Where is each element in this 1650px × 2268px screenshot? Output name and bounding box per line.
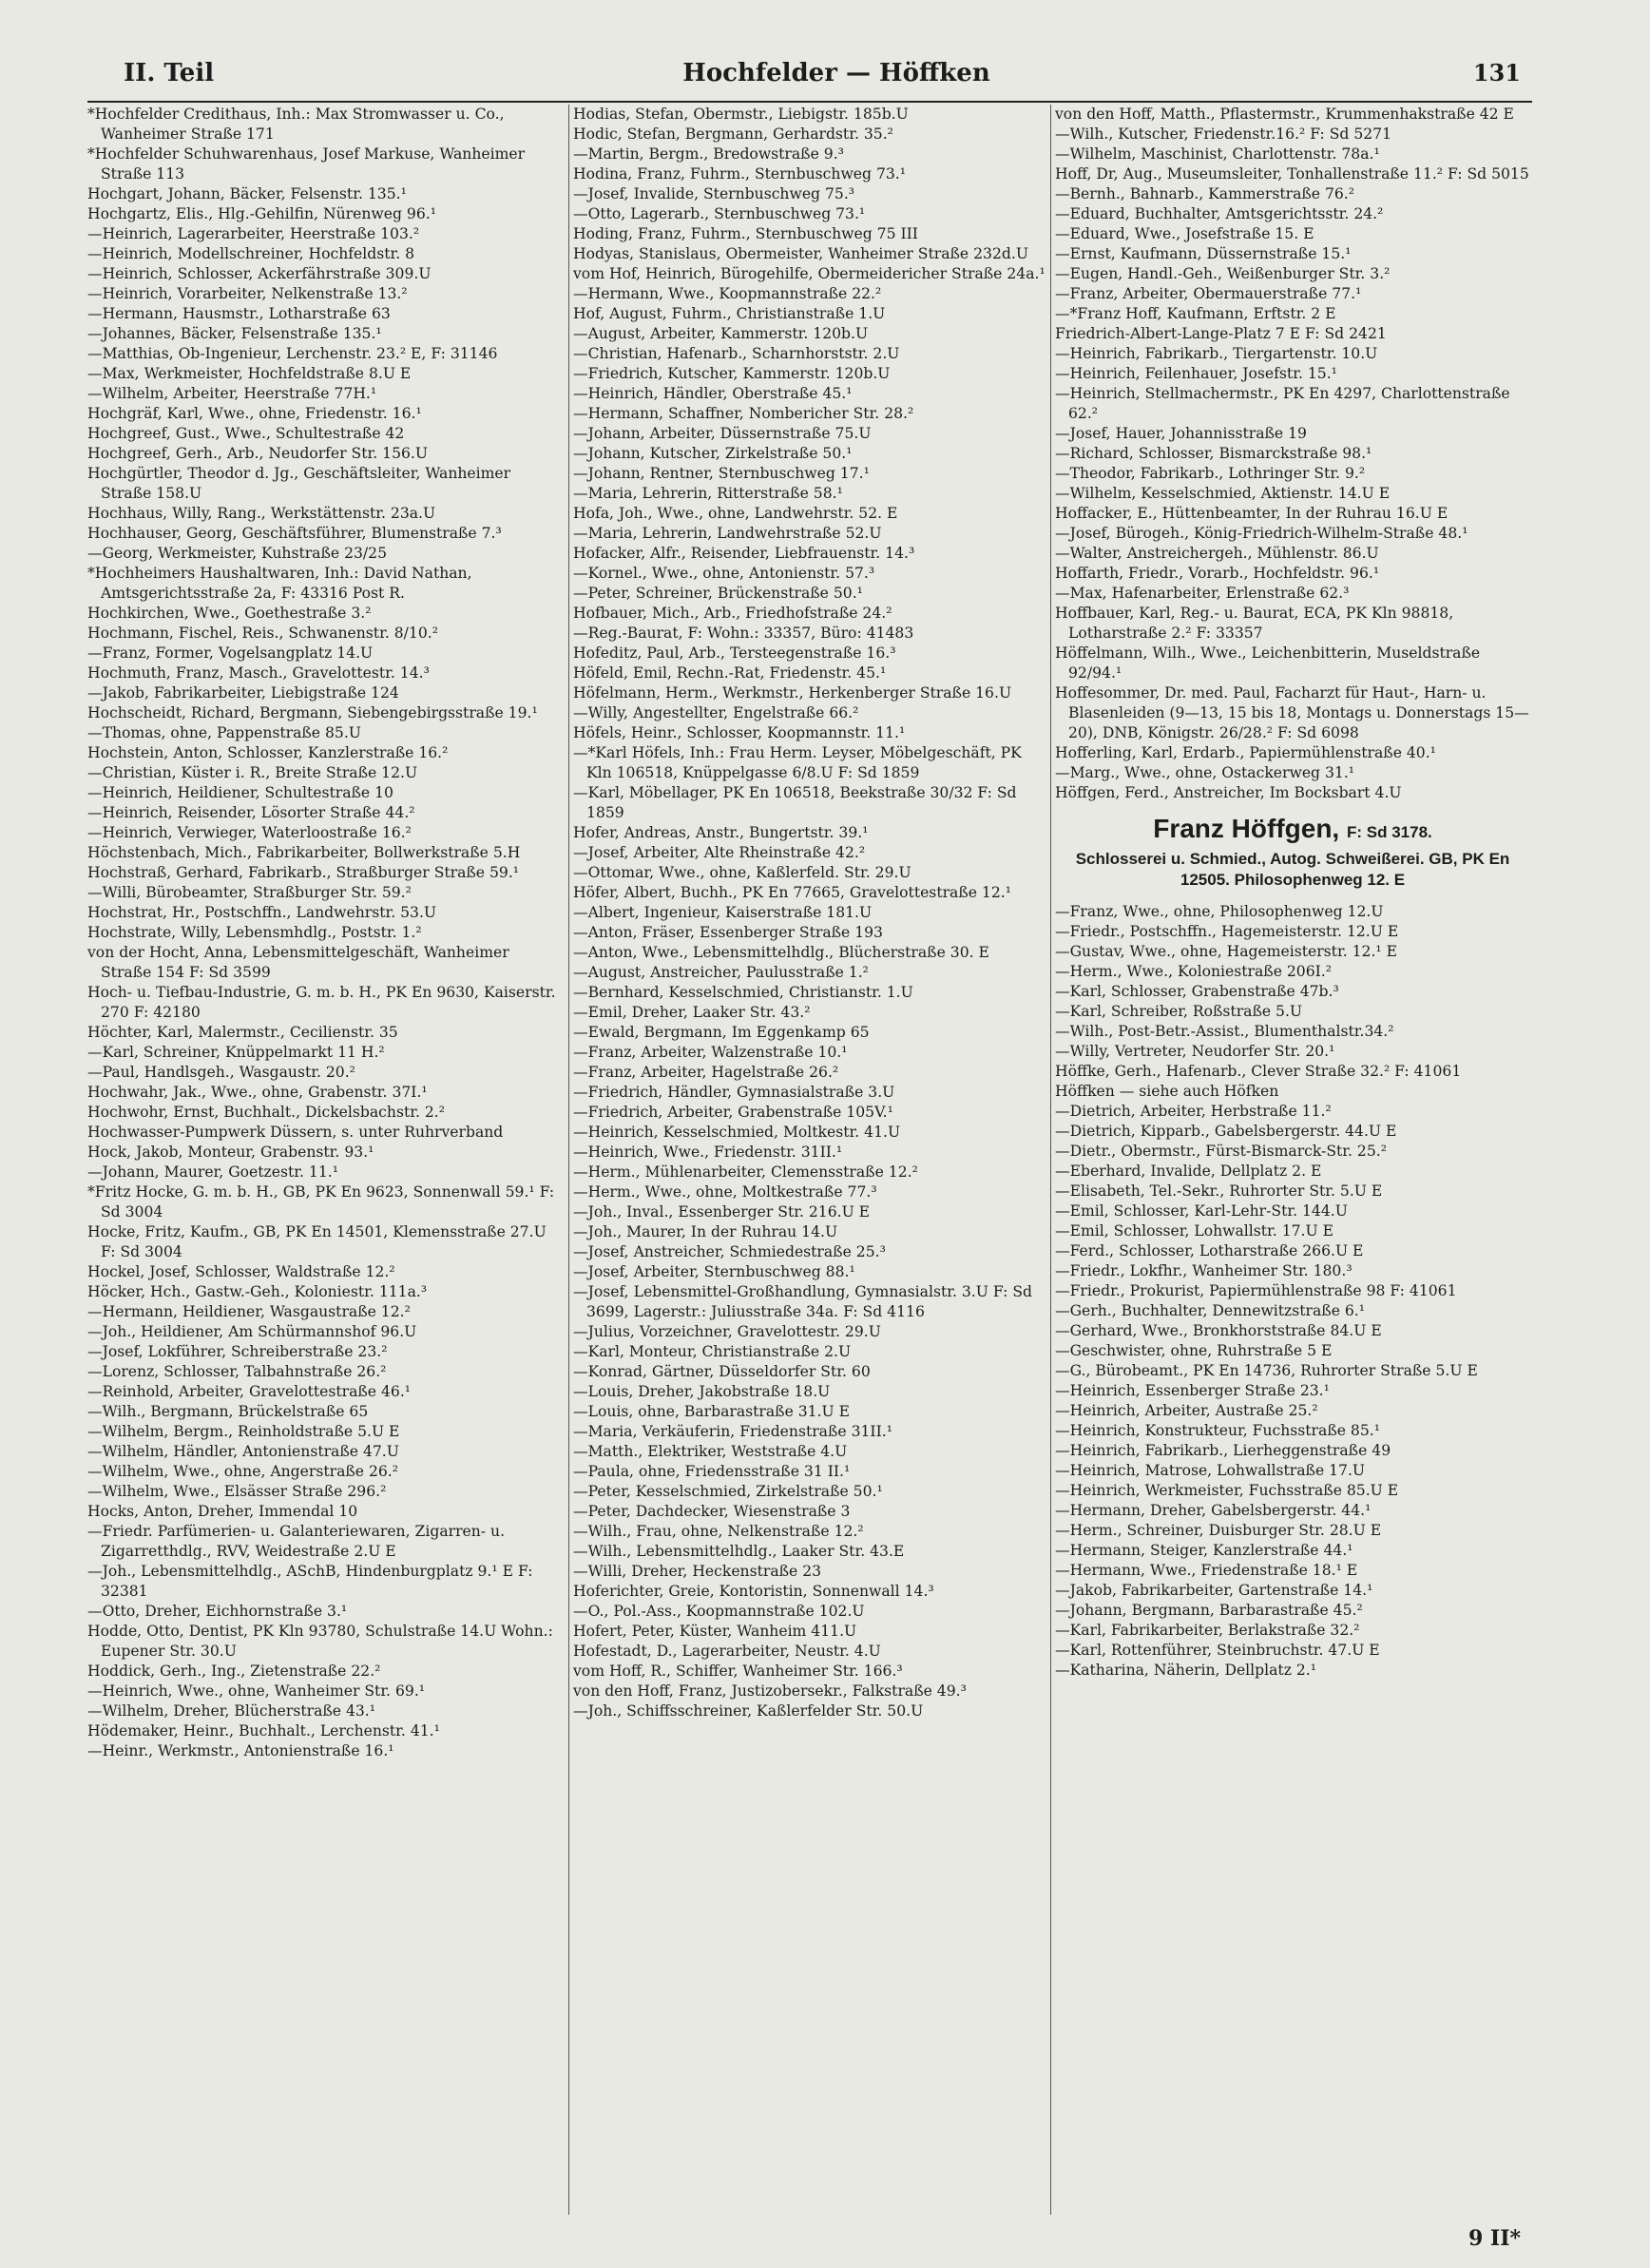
page-range-title: Hochfelder — Höffken xyxy=(682,59,990,87)
column-1 xyxy=(87,105,563,2224)
directory-entry: —Friedr., Postschffn., Hagemeisterstr. 12.U E xyxy=(1055,923,1399,940)
directory-entry: —Emil, Dreher, Laaker Str. 43.² xyxy=(573,1004,811,1021)
directory-entry: —Maria, Lehrerin, Landwehrstraße 52.U xyxy=(573,525,882,542)
directory-entry: —Joh., Inval., Essenberger Str. 216.U E xyxy=(573,1203,871,1220)
directory-entry: —Friedr., Lokfhr., Wanheimer Str. 180.³ xyxy=(1055,1262,1353,1279)
directory-entry: —Herm., Mühlenarbeiter, Clemensstraße 12.² xyxy=(573,1163,918,1181)
directory-entry: von den Hoff, Franz, Justizobersekr., Falkstraße 49.³ xyxy=(573,1682,967,1700)
directory-entry: —August, Arbeiter, Kammerstr. 120b.U xyxy=(573,325,869,342)
directory-entry: Hochstein, Anton, Schlosser, Kanzlerstraße 16.² xyxy=(87,744,449,761)
directory-entry: —Peter, Kesselschmied, Zirkelstraße 50.¹ xyxy=(573,1483,883,1500)
directory-entry: Hochgreef, Gerh., Arb., Neudorfer Str. 156.U xyxy=(87,445,429,462)
directory-entry: von der Hocht, Anna, Lebensmittelgeschäft, Wanheimer Straße 154 F: Sd 3599 xyxy=(87,944,509,981)
directory-entry: —Franz, Former, Vogelsangplatz 14.U xyxy=(87,644,374,662)
directory-entry: —Paula, ohne, Friedensstraße 31 II.¹ xyxy=(573,1463,851,1480)
directory-entry: —Joh., Lebensmittelhdlg., ASchB, Hindenburgplatz 9.¹ E F: 32381 xyxy=(87,1563,533,1600)
directory-entry: —Heinrich, Konstrukteur, Fuchsstraße 85.¹ xyxy=(1055,1422,1380,1439)
directory-entry: Hofbauer, Mich., Arb., Friedhofstraße 24.² xyxy=(573,605,892,622)
directory-entry: —Heinrich, Schlosser, Ackerfährstraße 309.U xyxy=(87,265,432,282)
directory-entry: Hochgreef, Gust., Wwe., Schultestraße 42 xyxy=(87,425,405,442)
directory-entry: —Martin, Bergm., Bredowstraße 9.³ xyxy=(573,145,844,163)
ad-detail: Schlosserei u. Schmied., Autog. Schweißerei. GB, PK En 12505. Philosophenweg 12. E xyxy=(1075,850,1510,889)
directory-entry: —Hermann, Steiger, Kanzlerstraße 44.¹ xyxy=(1055,1542,1353,1559)
directory-entry: Hofeditz, Paul, Arb., Tersteegenstraße 16.³ xyxy=(573,644,896,662)
directory-entry: —Max, Werkmeister, Hochfeldstraße 8.U E xyxy=(87,365,412,382)
directory-entry: Hoff, Dr, Aug., Museumsleiter, Tonhallenstraße 11.² F: Sd 5015 xyxy=(1055,165,1529,183)
directory-entry: —Peter, Dachdecker, Wiesenstraße 3 xyxy=(573,1503,851,1520)
directory-entry: —Hermann, Wwe., Friedenstraße 18.¹ E xyxy=(1055,1562,1358,1579)
directory-entry: —Herm., Wwe., Koloniestraße 206I.² xyxy=(1055,963,1333,980)
directory-entry: —Johann, Kutscher, Zirkelstraße 50.¹ xyxy=(573,445,853,462)
directory-entry: —Josef, Lokführer, Schreiberstraße 23.² xyxy=(87,1343,388,1360)
directory-entry: Hocke, Fritz, Kaufm., GB, PK En 14501, Klemensstraße 27.U F: Sd 3004 xyxy=(87,1223,547,1260)
directory-entry: Hochstrate, Willy, Lebensmhdlg., Poststr. 1.² xyxy=(87,924,422,941)
directory-entry: Hodic, Stefan, Bergmann, Gerhardstr. 35.² xyxy=(573,125,893,143)
page-signature: 9 II* xyxy=(1468,2226,1521,2251)
directory-entry: —Heinrich, Matrose, Lohwallstraße 17.U xyxy=(1055,1462,1366,1479)
directory-entry: Höfelmann, Herm., Werkmstr., Herkenberger Straße 16.U xyxy=(573,684,1012,702)
directory-entry: —Wilh., Lebensmittelhdlg., Laaker Str. 43.E xyxy=(573,1543,905,1560)
directory-entry: —Wilhelm, Wwe., ohne, Angerstraße 26.² xyxy=(87,1463,399,1480)
directory-entry: —Willi, Bürobeamter, Straßburger Str. 59.² xyxy=(87,884,412,901)
directory-entry: —Josef, Arbeiter, Sternbuschweg 88.¹ xyxy=(573,1263,855,1280)
directory-entry: Hochwasser-Pumpwerk Düssern, s. unter Ruhrverband xyxy=(87,1124,504,1141)
directory-entry: —Hermann, Schaffner, Nombericher Str. 28.² xyxy=(573,405,914,422)
directory-entry: Hock, Jakob, Monteur, Grabenstr. 93.¹ xyxy=(87,1144,374,1161)
directory-entry: —Karl, Rottenführer, Steinbruchstr. 47.U E xyxy=(1055,1642,1380,1659)
directory-entry: —Karl, Schreiber, Roßstraße 5.U xyxy=(1055,1003,1303,1020)
directory-entry: —Eugen, Handl.-Geh., Weißenburger Str. 3.² xyxy=(1055,265,1391,282)
directory-entry: —Bernhard, Kesselschmied, Christianstr. 1.U xyxy=(573,984,913,1001)
directory-entry: Friedrich-Albert-Lange-Platz 7 E F: Sd 2421 xyxy=(1055,325,1387,342)
ad-title xyxy=(1055,813,1530,849)
directory-entry: —Joh., Maurer, In der Ruhrau 14.U xyxy=(573,1223,838,1240)
directory-entry: —Johann, Rentner, Sternbuschweg 17.¹ xyxy=(573,465,870,482)
page-number: 131 xyxy=(1472,59,1521,86)
directory-entry: Hof, August, Fuhrm., Christianstraße 1.U xyxy=(573,305,886,322)
directory-entry: —Wilh., Post-Betr.-Assist., Blumenthalstr.34.² xyxy=(1055,1023,1394,1040)
directory-entry: —Otto, Lagerarb., Sternbuschweg 73.¹ xyxy=(573,205,866,222)
directory-entry: —Eduard, Buchhalter, Amtsgerichtsstr. 24.² xyxy=(1055,205,1384,222)
directory-entry: —August, Anstreicher, Paulusstraße 1.² xyxy=(573,964,869,981)
directory-entry: Hochhauser, Georg, Geschäftsführer, Blumenstraße 7.³ xyxy=(87,525,502,542)
directory-entry: —Wilhelm, Kesselschmied, Aktienstr. 14.U E xyxy=(1055,485,1391,502)
directory-entry: Hochgart, Johann, Bäcker, Felsenstr. 135.¹ xyxy=(87,185,407,202)
directory-entry: —Dietr., Obermstr., Fürst-Bismarck-Str. 25.² xyxy=(1055,1143,1387,1160)
directory-entry: Hodias, Stefan, Obermstr., Liebigstr. 185b.U xyxy=(573,106,909,123)
directory-entry: von den Hoff, Matth., Pflastermstr., Krummenhakstraße 42 E xyxy=(1055,106,1514,123)
directory-entry: —Hermann, Wwe., Koopmannstraße 22.² xyxy=(573,285,882,302)
directory-entry: —Willy, Vertreter, Neudorfer Str. 20.¹ xyxy=(1055,1043,1335,1060)
directory-entry: Höffken — siehe auch Höfken xyxy=(1055,1083,1279,1100)
directory-entry: Hofestadt, D., Lagerarbeiter, Neustr. 4.U xyxy=(573,1643,881,1660)
directory-entry: Hochwahr, Jak., Wwe., ohne, Grabenstr. 37I.¹ xyxy=(87,1084,428,1101)
directory-entry: —Heinrich, Lagerarbeiter, Heerstraße 103.² xyxy=(87,225,420,242)
directory-entry: —Heinrich, Heildiener, Schultestraße 10 xyxy=(87,784,393,801)
directory-entry: —Gerhard, Wwe., Bronkhorststraße 84.U E xyxy=(1055,1322,1382,1339)
directory-entry: —Eberhard, Invalide, Dellplatz 2. E xyxy=(1055,1163,1322,1180)
directory-entry: —Jakob, Fabrikarbeiter, Liebigstraße 124 xyxy=(87,684,399,702)
directory-entry: —Willy, Angestellter, Engelstraße 66.² xyxy=(573,704,859,721)
directory-entry: —Hermann, Dreher, Gabelsbergerstr. 44.¹ xyxy=(1055,1502,1372,1519)
directory-entry: —Franz, Arbeiter, Hagelstraße 26.² xyxy=(573,1064,839,1081)
directory-entry: —Friedr., Prokurist, Papiermühlenstraße 98 F: 41061 xyxy=(1055,1282,1457,1299)
directory-entry: —Peter, Schreiner, Brückenstraße 50.¹ xyxy=(573,585,863,602)
directory-entry: Hofer, Andreas, Anstr., Bungertstr. 39.¹ xyxy=(573,824,869,841)
directory-entry: —Friedr. Parfümerien- u. Galanteriewaren, Zigarren- u. Zigarretthdlg., RVV, Weidestraße 2.U E xyxy=(87,1523,506,1560)
directory-entry: —Ferd., Schlosser, Lotharstraße 266.U E xyxy=(1055,1242,1364,1259)
directory-entry: —Wilh., Frau, ohne, Nelkenstraße 12.² xyxy=(573,1523,864,1540)
directory-entry: —Louis, ohne, Barbarastraße 31.U E xyxy=(573,1403,851,1420)
directory-entry: —*Karl Höfels, Inh.: Frau Herm. Leyser, Möbelgeschäft, PK Kln 106518, Knüppelgasse 6/8.U F: Sd 1859 xyxy=(573,744,1022,781)
directory-entry: —Max, Hafenarbeiter, Erlenstraße 62.³ xyxy=(1055,585,1350,602)
directory-entry: —Heinrich, Modellschreiner, Hochfeldstr. 8 xyxy=(87,245,415,262)
directory-entry: —Ernst, Kaufmann, Düssernstraße 15.¹ xyxy=(1055,245,1352,262)
directory-entry: Höcker, Hch., Gastw.-Geh., Koloniestr. 111a.³ xyxy=(87,1283,428,1300)
directory-entry: Hockel, Josef, Schlosser, Waldstraße 12.² xyxy=(87,1263,395,1280)
directory-entry: —Friedrich, Händler, Gymnasialstraße 3.U xyxy=(573,1084,895,1101)
directory-entry: Hodyas, Stanislaus, Obermeister, Wanheimer Straße 232d.U xyxy=(573,245,1028,262)
directory-entry: Hoffacker, E., Hüttenbeamter, In der Ruhrau 16.U E xyxy=(1055,505,1449,522)
directory-entry: —Heinrich, Wwe., ohne, Wanheimer Str. 69.¹ xyxy=(87,1682,426,1700)
directory-entry: Hoffarth, Friedr., Vorarb., Hochfeldstr. 96.¹ xyxy=(1055,565,1380,582)
directory-entry: —Karl, Schlosser, Grabenstraße 47b.³ xyxy=(1055,983,1339,1000)
directory-entry: —Wilhelm, Händler, Antonienstraße 47.U xyxy=(87,1443,399,1460)
directory-entry: —Dietrich, Kipparb., Gabelsbergerstr. 44.U E xyxy=(1055,1123,1397,1140)
directory-entry: —Herm., Schreiner, Duisburger Str. 28.U E xyxy=(1055,1522,1382,1539)
directory-entry: *Hochheimers Haushaltwaren, Inh.: David Nathan, Amtsgerichtsstraße 2a, F: 43316 Post R. xyxy=(87,565,472,602)
directory-entry: —Wilhelm, Bergm., Reinholdstraße 5.U E xyxy=(87,1423,400,1440)
directory-entry: —Heinrich, Vorarbeiter, Nelkenstraße 13.² xyxy=(87,285,408,302)
column-divider xyxy=(568,105,569,2215)
directory-entry: —Otto, Dreher, Eichhornstraße 3.¹ xyxy=(87,1603,348,1620)
directory-entry: —Heinrich, Arbeiter, Austraße 25.² xyxy=(1055,1402,1318,1419)
directory-entry: Hofferling, Karl, Erdarb., Papiermühlenstraße 40.¹ xyxy=(1055,744,1436,761)
directory-entry: Hoddick, Gerh., Ing., Zietenstraße 22.² xyxy=(87,1663,381,1680)
directory-entry: —Dietrich, Arbeiter, Herbstraße 11.² xyxy=(1055,1103,1332,1120)
directory-entry: —Josef, Lebensmittel-Großhandlung, Gymnasialstr. 3.U F: Sd 3699, Lagerstr.: Juliusstraße 34a. F: Sd 4116 xyxy=(573,1283,1032,1320)
directory-entry: —Joh., Heildiener, Am Schürmannshof 96.U xyxy=(87,1323,417,1340)
directory-entry: —Johann, Bergmann, Barbarastraße 45.² xyxy=(1055,1602,1363,1619)
header-rule xyxy=(87,101,1532,103)
directory-entry: vom Hof, Heinrich, Bürogehilfe, Obermeidericher Straße 24a.¹ xyxy=(573,265,1046,282)
directory-entry: —Kornel., Wwe., ohne, Antonienstr. 57.³ xyxy=(573,565,875,582)
directory-entry: —Wilhelm, Wwe., Elsässer Straße 296.² xyxy=(87,1483,387,1500)
directory-entry: —Joh., Schiffsschreiner, Kaßlerfelder Str. 50.U xyxy=(573,1702,924,1720)
directory-entry: Höffelmann, Wilh., Wwe., Leichenbitterin, Museldstraße 92/94.¹ xyxy=(1055,644,1481,682)
directory-entry: Hocks, Anton, Dreher, Immendal 10 xyxy=(87,1503,358,1520)
directory-entry: —Katharina, Näherin, Dellplatz 2.¹ xyxy=(1055,1662,1316,1679)
directory-entry: —Richard, Schlosser, Bismarckstraße 98.¹ xyxy=(1055,445,1372,462)
directory-entry: —Friedrich, Arbeiter, Grabenstraße 105V.¹ xyxy=(573,1104,893,1121)
directory-entry: —Gustav, Wwe., ohne, Hagemeisterstr. 12.¹ E xyxy=(1055,943,1397,960)
advertisement xyxy=(1055,813,1530,891)
directory-entry: —Marg., Wwe., ohne, Ostackerweg 31.¹ xyxy=(1055,764,1355,781)
part-label: II. Teil xyxy=(124,59,215,87)
directory-entry: —Maria, Verkäuferin, Friedenstraße 31II.¹ xyxy=(573,1423,892,1440)
directory-entry: —Christian, Hafenarb., Scharnhorststr. 2.U xyxy=(573,345,900,362)
directory-entry: —*Franz Hoff, Kaufmann, Erftstr. 2 E xyxy=(1055,305,1336,322)
directory-entry: —Wilhelm, Arbeiter, Heerstraße 77H.¹ xyxy=(87,385,377,402)
directory-entry: —Karl, Fabrikarbeiter, Berlakstraße 32.² xyxy=(1055,1622,1360,1639)
directory-entry: —Heinrich, Kesselschmied, Moltkestr. 41.U xyxy=(573,1124,901,1141)
directory-entry: —Johann, Maurer, Goetzestr. 11.¹ xyxy=(87,1163,338,1181)
directory-entry: Hoffbauer, Karl, Reg.- u. Baurat, ECA, PK Kln 98818, Lotharstraße 2.² F: 33357 xyxy=(1055,605,1454,642)
column-2 xyxy=(573,105,1046,2224)
directory-entry: —Paul, Handlsgeh., Wasgaustr. 20.² xyxy=(87,1064,355,1081)
directory-entry: Höchter, Karl, Malermstr., Cecilienstr. 35 xyxy=(87,1024,398,1041)
directory-entry: —Anton, Wwe., Lebensmittelhdlg., Blücherstraße 30. E xyxy=(573,944,989,961)
directory-entry: —Christian, Küster i. R., Breite Straße 12.U xyxy=(87,764,418,781)
directory-entry: Höffgen, Ferd., Anstreicher, Im Bocksbart 4.U xyxy=(1055,784,1402,801)
directory-entry: vom Hoff, R., Schiffer, Wanheimer Str. 166.³ xyxy=(573,1663,903,1680)
directory-entry: —Louis, Dreher, Jakobstraße 18.U xyxy=(573,1383,831,1400)
directory-entry: Hoding, Franz, Fuhrm., Sternbuschweg 75 III xyxy=(573,225,918,242)
directory-entry: Hochgräf, Karl, Wwe., ohne, Friedenstr. 16.¹ xyxy=(87,405,422,422)
directory-entry: —Josef, Hauer, Johannisstraße 19 xyxy=(1055,425,1307,442)
column-3 xyxy=(1055,105,1530,2224)
directory-entry: Hochmann, Fischel, Reis., Schwanenstr. 8/10.² xyxy=(87,625,438,642)
directory-entry: —Heinrich, Feilenhauer, Josefstr. 15.¹ xyxy=(1055,365,1337,382)
directory-entry: —Heinrich, Werkmeister, Fuchsstraße 85.U E xyxy=(1055,1482,1399,1499)
directory-entry: Hochgürtler, Theodor d. Jg., Geschäftsleiter, Wanheimer Straße 158.U xyxy=(87,465,511,502)
directory-entry: Hochgartz, Elis., Hlg.-Gehilfin, Nürenweg 96.¹ xyxy=(87,205,436,222)
directory-entry: —Walter, Anstreichergeh., Mühlenstr. 86.U xyxy=(1055,545,1379,562)
directory-entry: Hodina, Franz, Fuhrm., Sternbuschweg 73.¹ xyxy=(573,165,907,183)
directory-entry: Hofert, Peter, Küster, Wanheim 411.U xyxy=(573,1623,857,1640)
directory-entry: Hoffesommer, Dr. med. Paul, Facharzt für Haut-, Harn- u. Blasenleiden (9—13, 15 bis 18, Montags u. Donnerstags 15—20), DNB, Königstr. 26/28.² F: Sd 6098 xyxy=(1055,684,1529,741)
directory-entry: *Hochfelder Credithaus, Inh.: Max Stromwasser u. Co., Wanheimer Straße 171 xyxy=(87,106,505,143)
directory-entry: —Reg.-Baurat, F: Wohn.: 33357, Büro: 41483 xyxy=(573,625,914,642)
directory-entry: Hochstraß, Gerhard, Fabrikarb., Straßburger Straße 59.¹ xyxy=(87,864,520,881)
directory-entry: —Heinrich, Fabrikarb., Tiergartenstr. 10.U xyxy=(1055,345,1378,362)
directory-entry: —Friedrich, Kutscher, Kammerstr. 120b.U xyxy=(573,365,891,382)
directory-entry: —Lorenz, Schlosser, Talbahnstraße 26.² xyxy=(87,1363,387,1380)
directory-entry: Hoch- u. Tiefbau-Industrie, G. m. b. H., PK En 9630, Kaiserstr. 270 F: 42180 xyxy=(87,984,556,1021)
directory-entry: —Karl, Möbellager, PK En 106518, Beekstraße 30/32 F: Sd 1859 xyxy=(573,784,1017,821)
directory-entry: —Elisabeth, Tel.-Sekr., Ruhrorter Str. 5.U E xyxy=(1055,1182,1383,1200)
directory-entry: —Heinrich, Fabrikarb., Lierheggenstraße 49 xyxy=(1055,1442,1391,1459)
directory-entry: —Wilh., Bergmann, Brückelstraße 65 xyxy=(87,1403,369,1420)
directory-entry: —Emil, Schlosser, Karl-Lehr-Str. 144.U xyxy=(1055,1202,1348,1220)
directory-entry: —Heinrich, Stellmachermstr., PK En 4297, Charlottenstraße 62.² xyxy=(1055,385,1510,422)
directory-entry: Hochmuth, Franz, Masch., Gravelottestr. 14.³ xyxy=(87,664,430,682)
directory-entry: Höfels, Heinr., Schlosser, Koopmannstr. 11.¹ xyxy=(573,724,906,741)
directory-entry: —Reinhold, Arbeiter, Gravelottestraße 46.¹ xyxy=(87,1383,412,1400)
directory-entry: Hödemaker, Heinr., Buchhalt., Lerchenstr. 41.¹ xyxy=(87,1722,440,1739)
directory-entry: —Heinrich, Reisender, Lösorter Straße 44.² xyxy=(87,804,415,821)
directory-entry: —Emil, Schlosser, Lohwallstr. 17.U E xyxy=(1055,1222,1333,1240)
directory-entry: —Eduard, Wwe., Josefstraße 15. E xyxy=(1055,225,1314,242)
directory-entry: —Gerh., Buchhalter, Dennewitzstraße 6.¹ xyxy=(1055,1302,1366,1319)
directory-entry: —Heinrich, Wwe., Friedenstr. 31II.¹ xyxy=(573,1144,843,1161)
directory-entry: —Konrad, Gärtner, Düsseldorfer Str. 60 xyxy=(573,1363,871,1380)
directory-entry: —Matthias, Ob-Ingenieur, Lerchenstr. 23.² E, F: 31146 xyxy=(87,345,498,362)
directory-entry: —Johannes, Bäcker, Felsenstraße 135.¹ xyxy=(87,325,382,342)
directory-entry: —Karl, Monteur, Christianstraße 2.U xyxy=(573,1343,852,1360)
directory-entry: Hodde, Otto, Dentist, PK Kln 93780, Schulstraße 14.U Wohn.: Eupener Str. 30.U xyxy=(87,1623,553,1660)
directory-entry: *Fritz Hocke, G. m. b. H., GB, PK En 9623, Sonnenwall 59.¹ F: Sd 3004 xyxy=(87,1183,555,1220)
directory-entry: —Franz, Arbeiter, Walzenstraße 10.¹ xyxy=(573,1044,848,1061)
directory-entry: —Julius, Vorzeichner, Gravelottestr. 29.U xyxy=(573,1323,881,1340)
directory-entry: *Hochfelder Schuhwarenhaus, Josef Markuse, Wanheimer Straße 113 xyxy=(87,145,526,183)
directory-entry: —Matth., Elektriker, Weststraße 4.U xyxy=(573,1443,848,1460)
directory-entry: Hofacker, Alfr., Reisender, Liebfrauenstr. 14.³ xyxy=(573,545,915,562)
directory-entry: —Wilh., Kutscher, Friedenstr.16.² F: Sd 5271 xyxy=(1055,125,1392,143)
directory-entry: —Karl, Schreiner, Knüppelmarkt 11 H.² xyxy=(87,1044,385,1061)
directory-entry: Hochwohr, Ernst, Buchhalt., Dickelsbachstr. 2.² xyxy=(87,1104,445,1121)
directory-entry: —Jakob, Fabrikarbeiter, Gartenstraße 14.¹ xyxy=(1055,1582,1373,1599)
directory-entry: —Herm., Wwe., ohne, Moltkestraße 77.³ xyxy=(573,1183,877,1201)
directory-entry: —Josef, Invalide, Sternbuschweg 75.³ xyxy=(573,185,855,202)
directory-entry: —Wilhelm, Maschinist, Charlottenstr. 78a.¹ xyxy=(1055,145,1380,163)
directory-entry: Hochstrat, Hr., Postschffn., Landwehrstr. 53.U xyxy=(87,904,437,921)
directory-entry: Höfeld, Emil, Rechn.-Rat, Friedenstr. 45.¹ xyxy=(573,664,887,682)
directory-entry: Hoferichter, Greie, Kontoristin, Sonnenwall 14.³ xyxy=(573,1583,934,1600)
directory-entry: —Ewald, Bergmann, Im Eggenkamp 65 xyxy=(573,1024,870,1041)
directory-entry: —Bernh., Bahnarb., Kammerstraße 76.² xyxy=(1055,185,1355,202)
ad-company: Franz Höffgen, xyxy=(1153,814,1340,843)
directory-entry: —Josef, Anstreicher, Schmiedestraße 25.³ xyxy=(573,1243,886,1260)
directory-entry: —Josef, Bürogeh., König-Friedrich-Wilhelm-Straße 48.¹ xyxy=(1055,525,1468,542)
directory-entry: Höchstenbach, Mich., Fabrikarbeiter, Bollwerkstraße 5.H xyxy=(87,844,521,861)
directory-entry: —Heinrich, Händler, Oberstraße 45.¹ xyxy=(573,385,853,402)
directory-entry: —Geschwister, ohne, Ruhrstraße 5 E xyxy=(1055,1342,1333,1359)
directory-entry: —Johann, Arbeiter, Düssernstraße 75.U xyxy=(573,425,872,442)
directory-entry: —G., Bürobeamt., PK En 14736, Ruhrorter Straße 5.U E xyxy=(1055,1362,1478,1379)
directory-entry: —Hermann, Hausmstr., Lotharstraße 63 xyxy=(87,305,391,322)
directory-entry: —Albert, Ingenieur, Kaiserstraße 181.U xyxy=(573,904,873,921)
directory-entry: —Willi, Dreher, Heckenstraße 23 xyxy=(573,1563,822,1580)
directory-entry: —Thomas, ohne, Pappenstraße 85.U xyxy=(87,724,361,741)
directory-entry: —Maria, Lehrerin, Ritterstraße 58.¹ xyxy=(573,485,843,502)
directory-entry: —Josef, Arbeiter, Alte Rheinstraße 42.² xyxy=(573,844,866,861)
directory-entry: —Heinrich, Verwieger, Waterloostraße 16.² xyxy=(87,824,412,841)
directory-entry: Hochhaus, Willy, Rang., Werkstättenstr. 23a.U xyxy=(87,505,436,522)
directory-entry: —Franz, Wwe., ohne, Philosophenweg 12.U xyxy=(1055,903,1384,920)
directory-entry: Höffke, Gerh., Hafenarb., Clever Straße 32.² F: 41061 xyxy=(1055,1063,1462,1080)
directory-entry: —Theodor, Fabrikarb., Lothringer Str. 9.² xyxy=(1055,465,1366,482)
directory-entry: —Heinr., Werkmstr., Antonienstraße 16.¹ xyxy=(87,1742,394,1759)
directory-entry: Höfer, Albert, Buchh., PK En 77665, Gravelottestraße 12.¹ xyxy=(573,884,1011,901)
directory-entry: —Franz, Arbeiter, Obermauerstraße 77.¹ xyxy=(1055,285,1362,302)
directory-entry: —Wilhelm, Dreher, Blücherstraße 43.¹ xyxy=(87,1702,376,1720)
directory-entry: —Anton, Fräser, Essenberger Straße 193 xyxy=(573,924,883,941)
directory-entry: Hochkirchen, Wwe., Goethestraße 3.² xyxy=(87,605,372,622)
directory-entry: —Georg, Werkmeister, Kuhstraße 23/25 xyxy=(87,545,388,562)
directory-entry: —Hermann, Heildiener, Wasgaustraße 12.² xyxy=(87,1303,411,1320)
directory-entry: —Heinrich, Essenberger Straße 23.¹ xyxy=(1055,1382,1330,1399)
directory-entry: —O., Pol.-Ass., Koopmannstraße 102.U xyxy=(573,1603,865,1620)
directory-entry: Hochscheidt, Richard, Bergmann, Siebengebirgsstraße 19.¹ xyxy=(87,704,538,721)
ad-phone: F: Sd 3178. xyxy=(1347,823,1432,841)
directory-entry: Hofa, Joh., Wwe., ohne, Landwehrstr. 52. E xyxy=(573,505,898,522)
column-divider xyxy=(1050,105,1051,2215)
directory-entry: —Ottomar, Wwe., ohne, Kaßlerfeld. Str. 29.U xyxy=(573,864,911,881)
